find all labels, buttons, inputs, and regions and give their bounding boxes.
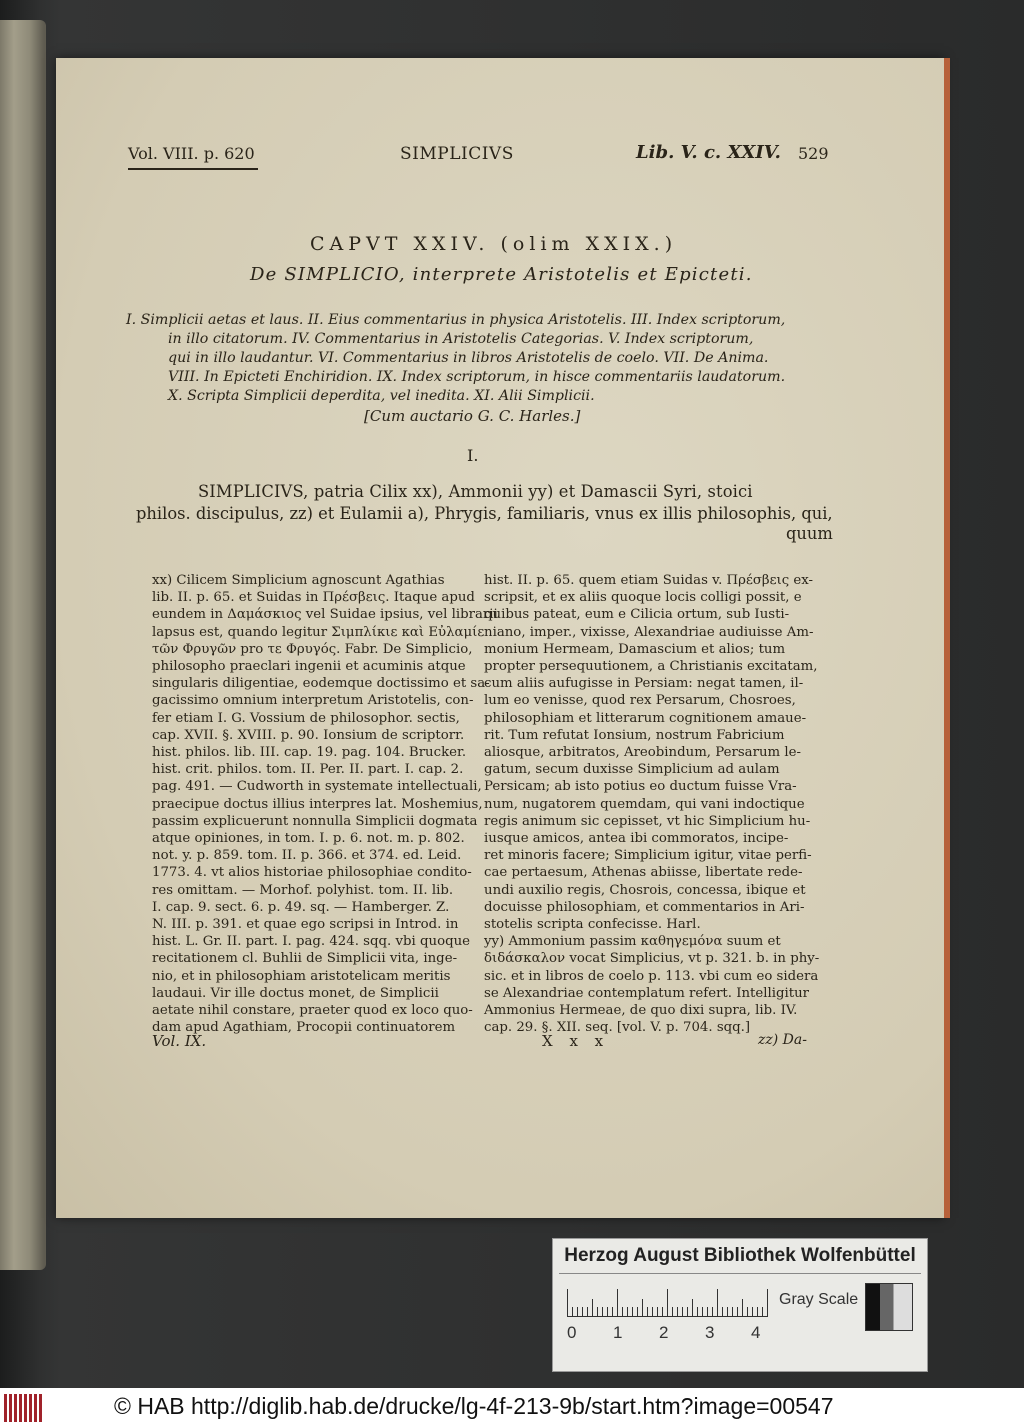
footnote-line: gacissimo omnium interpretum Aristotelis, con- (152, 693, 474, 709)
ruler-tick (722, 1307, 723, 1317)
ruler-tick (582, 1307, 583, 1317)
footnote-line: lum eo venisse, quod rex Persarum, Chosroes, (484, 693, 796, 709)
ruler-tick (692, 1299, 693, 1317)
footnote-line: hist. II. p. 65. quem etiam Suidas v. Πρέσβεις ex- (484, 573, 814, 588)
header-book-chapter: Lib. V. c. XXIV. (636, 142, 781, 163)
body-line: quum (786, 524, 833, 543)
footer-copyright-url: © HAB http://diglib.hab.de/drucke/lg-4f-213-9b/start.htm?image=00547 (114, 1393, 834, 1419)
book-page (56, 58, 944, 1218)
footnote-line: 1773. 4. vt alios historiae philosophiae condito- (152, 865, 472, 881)
ruler-number: 1 (613, 1323, 623, 1342)
gray-scale-label: Gray Scale (779, 1291, 859, 1308)
ruler-tick (592, 1299, 593, 1317)
ruler-number: 2 (659, 1323, 669, 1342)
ruler-number: 3 (705, 1323, 715, 1342)
footnote-line: cap. 29. §. XII. seq. [vol. V. p. 704. sqq.] (484, 1020, 751, 1036)
ruler-tick (732, 1307, 733, 1317)
ruler-tick (657, 1307, 658, 1317)
ruler-tick (742, 1299, 743, 1317)
footnote-line: I. cap. 9. sect. 6. p. 49. sq. — Hamberger. Z. (152, 899, 450, 915)
section-number: I. (467, 446, 479, 465)
ruler-tick (672, 1307, 673, 1317)
footnote-line: τῶν Φρυγῶν pro τε Φρυγός. Fabr. De Simplicio, (152, 641, 473, 657)
body-line: philos. discipulus, zz) et Eulamii a), Phrygis, familiaris, vnus ex illis philosophis, qui, (136, 504, 833, 523)
footnote-line: hist. L. Gr. II. part. I. pag. 424. sqq. vbi quoque (152, 934, 471, 950)
footnote-line: hist. philos. lib. III. cap. 19. pag. 104. Brucker. (152, 745, 467, 761)
logo-bar (4, 1394, 7, 1422)
footnote-line: stotelis scripta confecisse. Harl. (484, 917, 701, 933)
ruler-tick (647, 1307, 648, 1317)
ruler-tick (747, 1307, 748, 1317)
toc-line: I. Simplicii aetas et laus. II. Eius commentarius in physica Aristotelis. III. Index scriptorum, (126, 312, 786, 328)
ruler-tick (652, 1307, 653, 1317)
footnote-line: hist. crit. philos. tom. II. Per. II. part. I. cap. 2. (152, 762, 464, 778)
chapter-heading: CAPVT XXIV. (olim XXIX.) (310, 233, 678, 255)
ruler-tick (727, 1307, 728, 1317)
logo-bar (24, 1394, 27, 1422)
ruler-tick (702, 1307, 703, 1317)
footnote-line: singularis diligentiae, eodemque doctissimo et sa- (152, 676, 490, 692)
footnote-line: quibus pateat, eum e Cilicia ortum, sub Iusti- (484, 607, 790, 623)
ruler-number: 4 (751, 1323, 761, 1342)
footer-bar (0, 1388, 1024, 1428)
ruler-tick (597, 1307, 598, 1317)
ruler-tick (767, 1289, 768, 1317)
footnote-column-right (484, 572, 819, 1036)
footnote-line: docuisse philosophiam, et commentarios in Ari- (484, 899, 805, 915)
footnote-line: aliosque, arbitratos, Areobindum, Persarum le- (484, 745, 801, 761)
ruler-tick (662, 1307, 663, 1317)
stamp-divider (559, 1273, 921, 1274)
ruler-tick (712, 1307, 713, 1317)
ruler-tick (637, 1307, 638, 1317)
footnote-line: xx) Cilicem Simplicium agnoscunt Agathias (152, 573, 445, 588)
footnote-line: regis animum sic cepisset, vt hic Simplicium hu- (484, 813, 811, 829)
footnote-line: cum aliis aufugisse in Persiam: negat tamen, il- (484, 676, 804, 692)
ruler-tick (607, 1307, 608, 1317)
library-name: Herzog August Bibliothek Wolfenbüttel (564, 1245, 916, 1266)
toc-line: X. Scripta Simplicii deperdita, vel inedita. XI. Alii Simplicii. (168, 388, 595, 404)
logo-bar (29, 1394, 32, 1422)
ruler-tick (752, 1307, 753, 1317)
footnote-line: not. y. p. 859. tom. II. p. 366. et 374. ed. Leid. (152, 848, 462, 864)
footnote-line: yy) Ammonium passim καθηγεμόνα suum et (484, 934, 781, 950)
footnote-line: aetate nihil constare, praeter quod ex loco quo- (152, 1003, 473, 1019)
footnote-line: διδάσκαλον vocat Simplicius, vt p. 321. b. in phy- (484, 951, 820, 967)
footnote-line: praecipue doctus illius interpres lat. Moshemius, (152, 796, 483, 812)
footnote-line: propter persequutionem, a Christianis excitatam, (484, 659, 818, 675)
logo-bar (34, 1394, 37, 1422)
logo-bar (19, 1394, 22, 1422)
gray-scale-swatch (865, 1283, 913, 1331)
footnote-line: philosophiam et litterarum cognitionem amaue- (484, 710, 807, 726)
toc-line: in illo citatorum. IV. Commentarius in Aristotelis Categorias. V. Index scriptorum, (168, 331, 754, 347)
ruler-tick (632, 1307, 633, 1317)
footnote-line: se Alexandriae contemplatum refert. Intelligitur (484, 985, 810, 1001)
footnote-line: niano, imper., vixisse, Alexandriae audiuisse Am- (484, 624, 814, 640)
footnote-line: fer etiam I. G. Vossium de philosophor. sectis, (152, 710, 460, 726)
footnote-line: lib. II. p. 65. et Suidas in Πρέσβεις. Itaque apud (152, 590, 475, 606)
logo-bar (14, 1394, 17, 1422)
footnote-line: monium Hermeam, Damascium et alios; tum (484, 641, 786, 657)
footnote-line: Persicam; ab isto potius eo ductum fuisse Vra- (484, 779, 797, 795)
ruler-tick (622, 1307, 623, 1317)
footnote-line: philosopho praeclari ingenii et acuminis atque (152, 659, 466, 675)
footnote-line: sic. et in libros de coelo p. 113. vbi cum eo sidera (484, 968, 819, 984)
ruler-tick (612, 1307, 613, 1317)
ruler-tick (627, 1307, 628, 1317)
toc-line: VIII. In Epicteti Enchiridion. IX. Index scriptorum, in hisce commentariis laudatorum. (168, 369, 786, 385)
ruler-number: 0 (567, 1323, 577, 1342)
footnote-line: laudaui. Vir ille doctus monet, de Simplicii (152, 985, 439, 1001)
page-number: 529 (798, 144, 829, 163)
ruler-tick (687, 1307, 688, 1317)
hab-logo-icon (4, 1394, 44, 1422)
footnote-line: N. III. p. 391. et quae ego scripsi in Introd. in (152, 917, 459, 933)
footnote-line: lapsus est, quando legitur Σιμπλίκιε καὶ Εὐλαμίε (152, 624, 485, 640)
ruler-tick (567, 1289, 568, 1317)
auctario-note: [Cum auctario G. C. Harles.] (364, 407, 581, 425)
ruler-tick (697, 1307, 698, 1317)
chapter-subtitle: De SIMPLICIO, interprete Aristotelis et Epicteti. (250, 264, 753, 285)
toc-line: qui in illo laudantur. VI. Commentarius in libros Aristotelis de coelo. VII. De Anima. (168, 350, 769, 366)
ruler-tick (762, 1307, 763, 1317)
ruler-tick (572, 1307, 573, 1317)
header-underline (128, 168, 258, 170)
footnote-line: iusque amicos, antea ibi commoratos, incipe- (484, 831, 789, 847)
logo-bar (9, 1394, 12, 1422)
ruler-tick (682, 1307, 683, 1317)
footnote-line: res omittam. — Morhof. polyhist. tom. II. lib. (152, 882, 454, 898)
footnote-line: Ammonius Hermeae, de quo dixi supra, lib. IV. (484, 1003, 798, 1019)
library-color-target (552, 1238, 928, 1372)
catchword: zz) Da- (758, 1032, 807, 1048)
footnote-line: scripsit, et ex aliis quoque locis colligi possit, e (484, 590, 802, 606)
ruler-tick (757, 1307, 758, 1317)
body-line: SIMPLICIVS, patria Cilix xx), Ammonii yy) et Damascii Syri, stoici (198, 482, 753, 501)
logo-bar (39, 1394, 42, 1422)
ruler-tick (677, 1307, 678, 1317)
footnote-line: eundem in Δαμάσκιος vel Suidae ipsius, vel librarii (152, 607, 498, 623)
footnote-line: recitationem cl. Buhlii de Simplicii vita, inge- (152, 951, 458, 967)
ruler-tick (602, 1307, 603, 1317)
footnote-line: gatum, secum duxisse Simplicium ad aulam (484, 762, 780, 778)
ruler-tick (617, 1289, 618, 1317)
signature-mark: Vol. IX. (152, 1032, 207, 1050)
left-page-edge (0, 20, 46, 1270)
footnote-column-left (152, 572, 498, 1036)
footnote-line: cap. XVII. §. XVIII. p. 90. Ionsium de scriptorr. (152, 727, 465, 743)
footnote-line: cae pertaesum, Athenas abiisse, libertate rede- (484, 865, 803, 881)
ruler-tick (737, 1307, 738, 1317)
footnote-line: nio, et in philosophiam aristotelicam meritis (152, 968, 451, 984)
header-title: SIMPLICIVS (400, 144, 514, 164)
ruler-tick (717, 1289, 718, 1317)
measurement-ruler (567, 1289, 767, 1317)
ruler-tick (587, 1307, 588, 1317)
gathering-mark: X x x (542, 1032, 610, 1050)
header-volume-ref: Vol. VIII. p. 620 (128, 144, 255, 163)
footnote-line: rit. Tum refutat Ionsium, nostrum Fabricium (484, 727, 785, 743)
footnote-line: pag. 491. — Cudworth in systemate intellectuali, (152, 779, 482, 795)
footnote-line: atque opiniones, in tom. I. p. 6. not. m. p. 802. (152, 831, 465, 847)
footnote-line: dam apud Agathiam, Procopii continuatorem (152, 1020, 456, 1036)
ruler-tick (577, 1307, 578, 1317)
footnote-line: num, nugatorem quemdam, qui vani indoctique (484, 796, 805, 812)
ruler-tick (707, 1307, 708, 1317)
footnote-line: ret minoris facere; Simplicium igitur, vitae perfi- (484, 848, 812, 864)
running-header (128, 144, 828, 180)
ruler-tick (667, 1289, 668, 1317)
footnote-line: passim explicuerunt nonnulla Simplicii dogmata (152, 813, 478, 829)
footnote-line: undi auxilio regis, Chosrois, concessa, ibique et (484, 882, 806, 898)
ruler-tick (642, 1299, 643, 1317)
